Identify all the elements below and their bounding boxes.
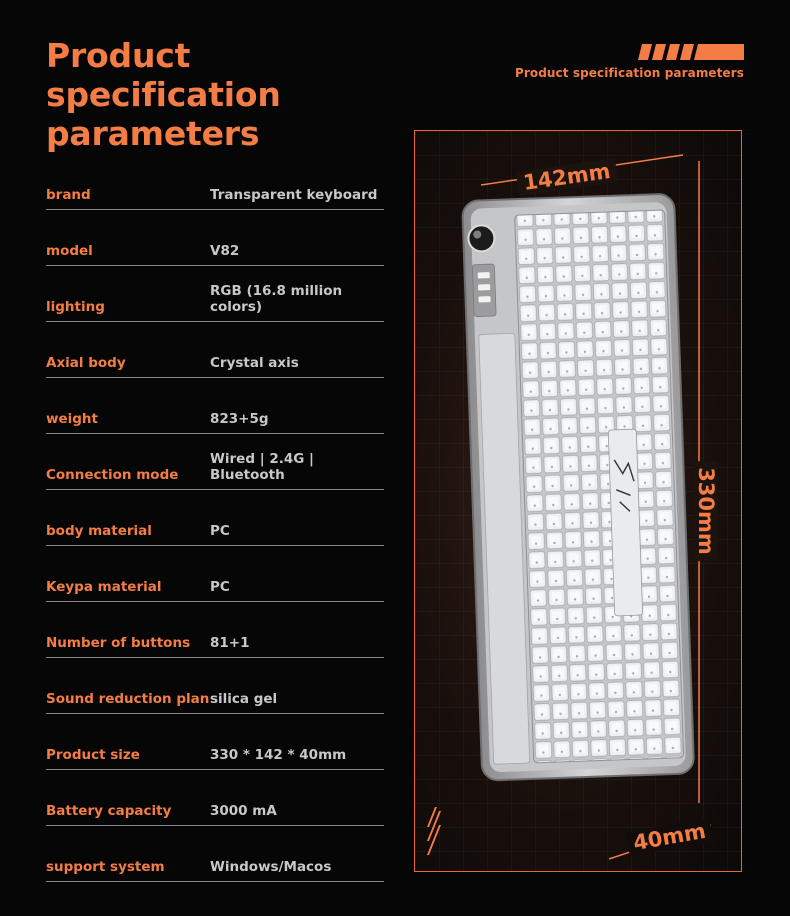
spec-label: Product size — [46, 747, 140, 763]
spec-row — [46, 770, 384, 826]
header-subtitle: Product specification parameters — [514, 66, 744, 80]
spec-value: PC — [210, 579, 230, 595]
spec-label: Keypa material — [46, 579, 162, 595]
spec-value: Crystal axis — [210, 355, 299, 371]
row-divider — [46, 881, 384, 882]
spec-label: support system — [46, 859, 165, 875]
spec-row — [46, 658, 384, 714]
corner-stripes — [427, 807, 441, 855]
spec-label: Connection mode — [46, 467, 179, 483]
spec-value: silica gel — [210, 691, 278, 707]
spec-row — [46, 266, 384, 322]
spec-label: Axial body — [46, 355, 126, 371]
spec-label: lighting — [46, 299, 105, 315]
spec-label: brand — [46, 187, 91, 203]
stripes-decoration — [638, 44, 744, 60]
spec-value: Wired | 2.4G | Bluetooth — [210, 451, 314, 483]
spec-value: V82 — [210, 243, 240, 259]
spec-row — [46, 546, 384, 602]
spec-label: model — [46, 243, 93, 259]
page-title: Product specification parameters — [46, 36, 281, 153]
spec-row — [46, 378, 384, 434]
spec-value: 3000 mA — [210, 803, 277, 819]
spec-label: weight — [46, 411, 98, 427]
product-image-panel — [414, 130, 742, 872]
spec-label: Number of buttons — [46, 635, 191, 651]
spec-table — [46, 154, 384, 882]
spec-value: 823+5g — [210, 411, 269, 427]
spec-value: Transparent keyboard — [210, 187, 378, 203]
width-dimension: 142mm — [516, 158, 618, 196]
spec-value: 81+1 — [210, 635, 250, 651]
spec-row — [46, 714, 384, 770]
length-dimension: 330mm — [694, 461, 718, 561]
spec-row — [46, 826, 384, 882]
spec-row — [46, 434, 384, 490]
spec-value: Windows/Macos — [210, 859, 332, 875]
height-dimension: 40mm — [626, 818, 714, 856]
spec-value: RGB (16.8 million colors) — [210, 283, 343, 315]
spec-row — [46, 602, 384, 658]
spec-row — [46, 322, 384, 378]
spec-row — [46, 210, 384, 266]
spec-label: body material — [46, 523, 152, 539]
spec-value: 330 * 142 * 40mm — [210, 747, 347, 763]
spec-label: Sound reduction plan — [46, 691, 210, 707]
spec-label: Battery capacity — [46, 803, 172, 819]
spec-row — [46, 490, 384, 546]
spec-value: PC — [210, 523, 230, 539]
spec-row — [46, 154, 384, 210]
